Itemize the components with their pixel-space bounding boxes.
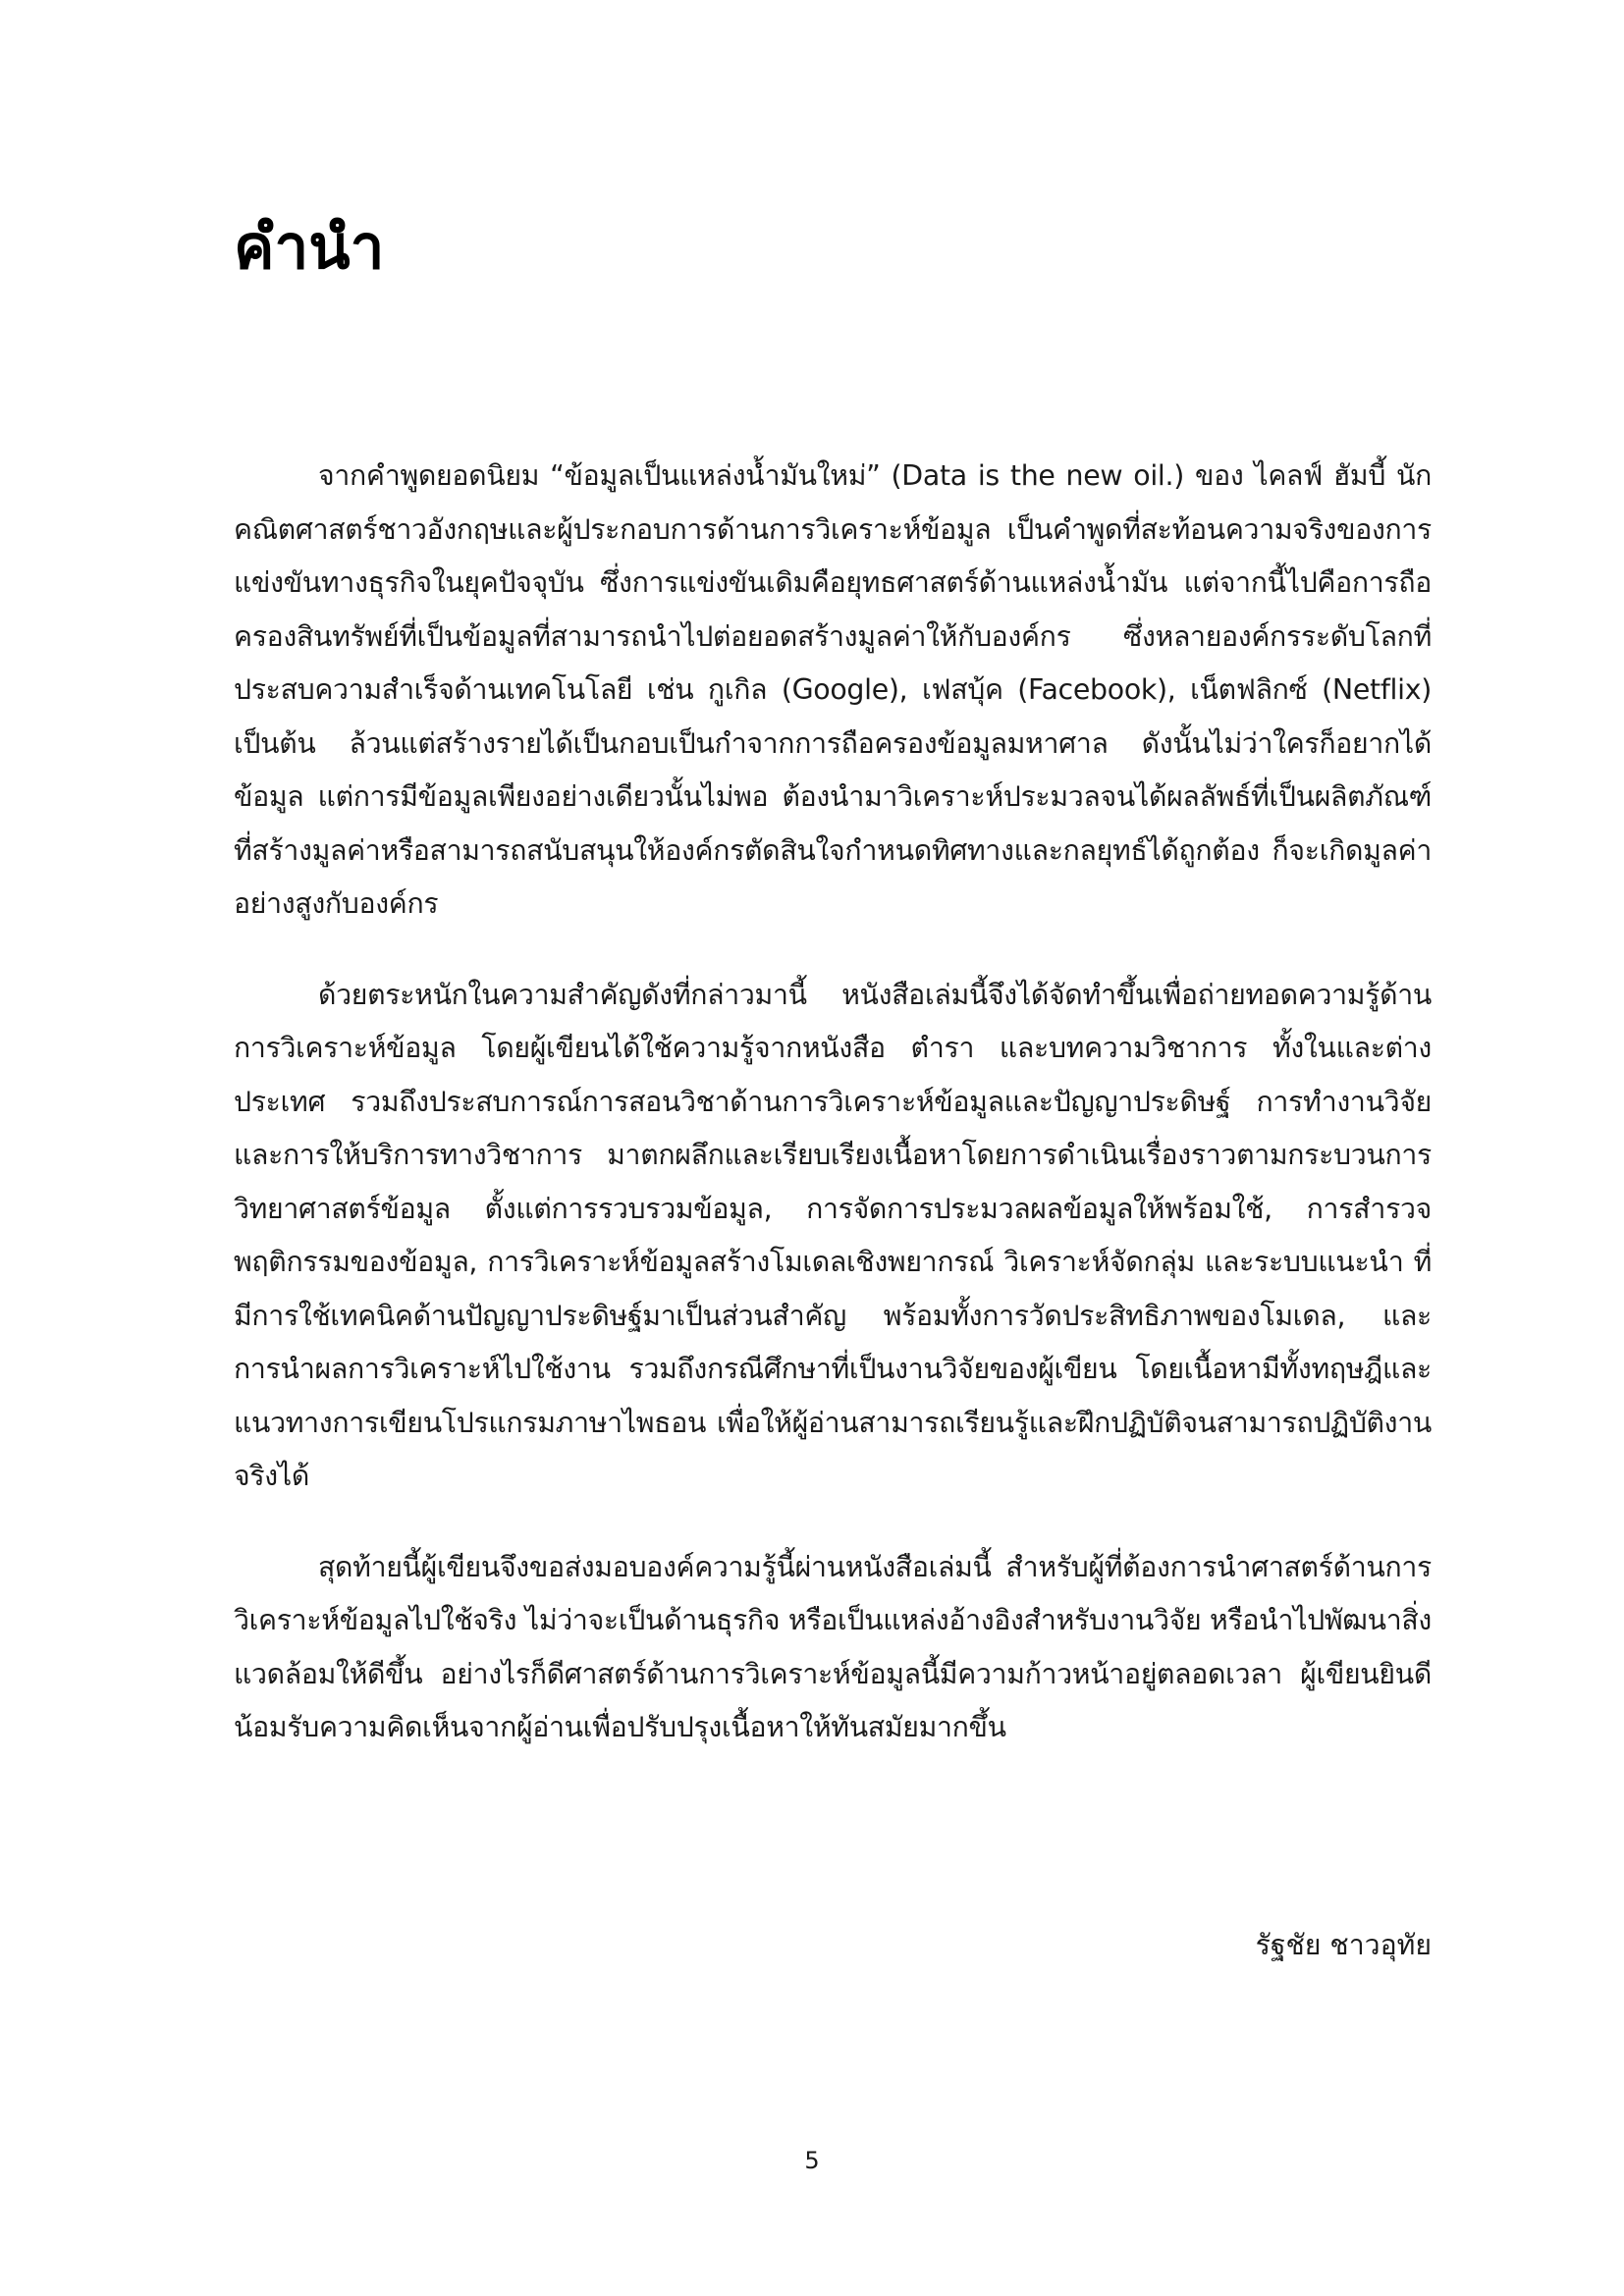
- author-signature: รัฐชัย ชาวอุทัย: [1255, 1929, 1432, 1961]
- preface-body: [234, 450, 1432, 1792]
- page-title: คำนำ: [234, 211, 385, 283]
- preface-paragraph-3: สุดท้ายนี้ผู้เขียนจึงขอส่งมอบองค์ความรู้นี้ผ่านหนังสือเล่มนี้ สำหรับผู้ที่ต้องการนำศาสตร์ด้านการวิเคราะห์ข้อมูลไปใช้จริง ไม่ว่าจะเป็นด้านธุรกิจ หรือเป็นแหล่งอ้างอิงสำหรับงานวิจัย หรือนำไปพัฒนาสิ่งแวดล้อมให้ดีขึ้น อย่างไรก็ดีศาสตร์ด้านการวิเคราะห์ข้อมูลนี้มีความก้าวหน้าอยู่ตลอดเวลา ผู้เขียนยินดีน้อมรับความคิดเห็นจากผู้อ่านเพื่อปรับปรุงเนื้อหาให้ทันสมัยมากขึ้น: [234, 1550, 1432, 1743]
- preface-paragraph-2: ด้วยตระหนักในความสำคัญดังที่กล่าวมานี้ หนังสือเล่มนี้จึงได้จัดทำขึ้นเพื่อถ่ายทอดความรู้ด้านการวิเคราะห์ข้อมูล โดยผู้เขียนได้ใช้ความรู้จากหนังสือ ตำรา และบทความวิชาการ ทั้งในและต่างประเทศ รวมถึงประสบการณ์การสอนวิชาด้านการวิเคราะห์ข้อมูลและปัญญาประดิษฐ์ การทำงานวิจัย และการให้บริการทางวิชาการ มาตกผลึกและเรียบเรียงเนื้อหาโดยการดำเนินเรื่องราวตามกระบวนการวิทยาศาสตร์ข้อมูล ตั้งแต่การรวบรวมข้อมูล, การจัดการประมวลผลข้อมูลให้พร้อมใช้, การสำรวจพฤติกรรมของข้อมูล, การวิเคราะห์ข้อมูลสร้างโมเดลเชิงพยากรณ์ วิเคราะห์จัดกลุ่ม และระบบแนะนำ ที่มีการใช้เทคนิคด้านปัญญาประดิษฐ์มาเป็นส่วนสำคัญ พร้อมทั้งการวัดประสิทธิภาพของโมเดล, และการนำผลการวิเคราะห์ไปใช้งาน รวมถึงกรณีศึกษาที่เป็นงานวิจัยของผู้เขียน โดยเนื้อหามีทั้งทฤษฎีและแนวทางการเขียนโปรแกรมภาษาไพธอน เพื่อให้ผู้อ่านสามารถเรียนรู้และฝึกปฏิบัติจนสามารถปฏิบัติงานจริงได้: [234, 978, 1432, 1492]
- preface-paragraph-1: จากคำพูดยอดนิยม “ข้อมูลเป็นแหล่งน้ำมันใหม่” (Data is the new oil.) ของ ไคลฟ์ ฮัมบี้ นักคณิตศาสตร์ชาวอังกฤษและผู้ประกอบการด้านการวิเคราะห์ข้อมูล เป็นคำพูดที่สะท้อนความจริงของการแข่งขันทางธุรกิจในยุคปัจจุบัน ซึ่งการแข่งขันเดิมคือยุทธศาสตร์ด้านแหล่งน้ำมัน แต่จากนี้ไปคือการถือครองสินทรัพย์ที่เป็นข้อมูลที่สามารถนำไปต่อยอดสร้างมูลค่าให้กับองค์กร ซึ่งหลายองค์กรระดับโลกที่ประสบความสำเร็จด้านเทคโนโลยี เช่น กูเกิล (Google), เฟสบุ้ค (Facebook), เน็ตฟลิกซ์ (Netflix) เป็นต้น ล้วนแต่สร้างรายได้เป็นกอบเป็นกำจากการถือครองข้อมูลมหาศาล ดังนั้นไม่ว่าใครก็อยากได้ข้อมูล แต่การมีข้อมูลเพียงอย่างเดียวนั้นไม่พอ ต้องนำมาวิเคราะห์ประมวลจนได้ผลลัพธ์ที่เป็นผลิตภัณฑ์ที่สร้างมูลค่าหรือสามารถสนับสนุนให้องค์กรตัดสินใจกำหนดทิศทางและกลยุทธ์ได้ถูกต้อง ก็จะเกิดมูลค่าอย่างสูงกับองค์กร: [234, 459, 1432, 920]
- page-number: 5: [804, 2147, 820, 2174]
